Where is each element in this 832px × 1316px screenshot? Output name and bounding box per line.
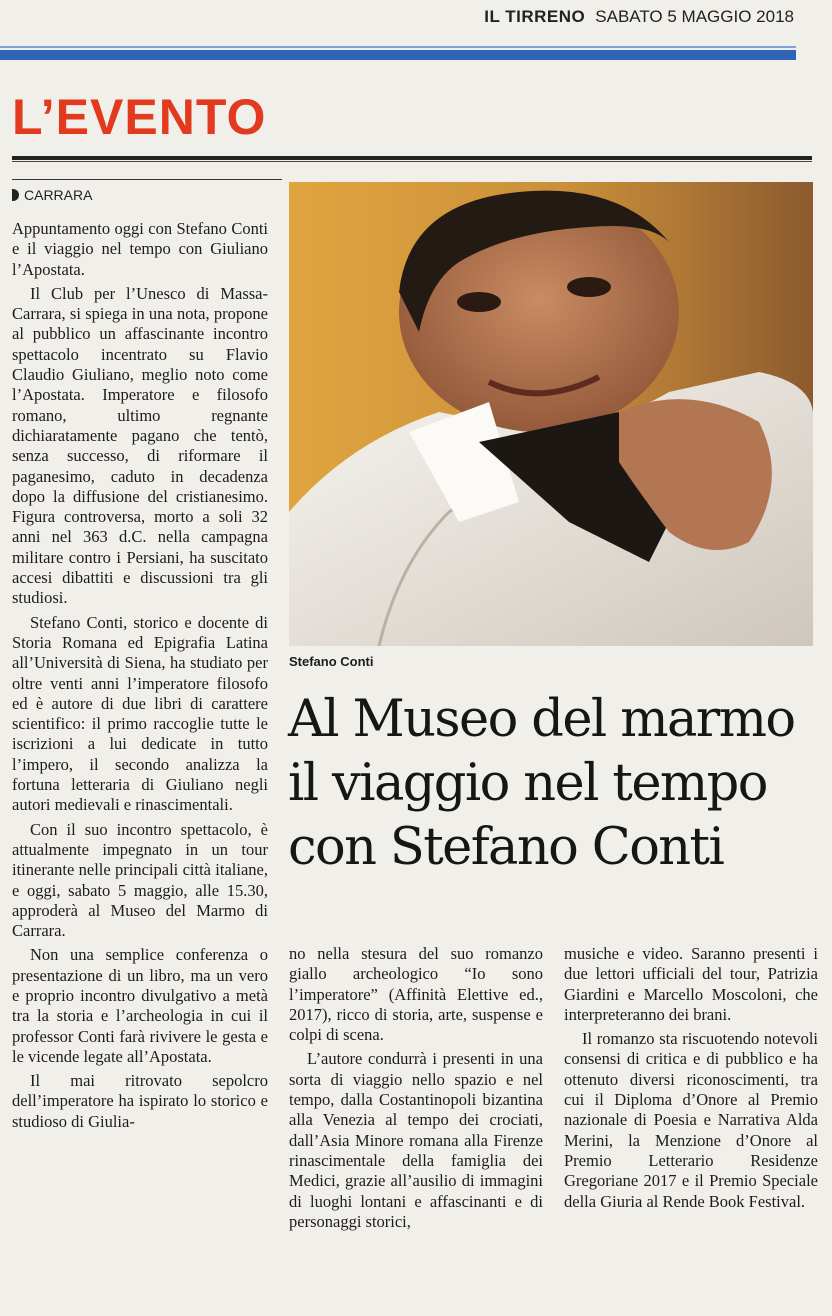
section-rule-thin — [12, 161, 812, 162]
article-column-1 — [12, 219, 268, 1136]
masthead-thin-rule — [0, 46, 796, 48]
section-title: L’EVENTO — [12, 89, 267, 145]
headline-line-2: il viaggio nel tempo — [288, 754, 767, 813]
newspaper-name: IL TIRRENO — [484, 7, 586, 26]
headline-line-1: Al Museo del marmo — [288, 690, 795, 749]
masthead — [0, 0, 832, 34]
article-paragraph: no nella stesura del suo romanzo giallo archeologico “Io sono l’imperatore” (Affinità Elettive ed., 2017), ricco di storia, arte, suspense e colpi di scena. — [289, 944, 543, 1045]
dateline — [12, 187, 92, 203]
article-column-3 — [564, 944, 818, 1216]
article-paragraph: Non una semplice conferenza o presentazione di un libro, ma un vero e proprio incontro divulgativo a metà tra la storia e l’archeologia in cui il professor Conti farà rivivere le gesta e le vicende legate all’Apostata. — [12, 945, 268, 1066]
article-paragraph: Stefano Conti, storico e docente di Storia Romana ed Epigrafia Latina all’Università di Siena, ha studiato per oltre venti anni l’imperatore filosofo ed è autore di due libri di carattere scientifico: il primo raccoglie tutte le iscrizioni a lui dedicate in tutto l’impero, il secondo analizza la fortuna letteraria di Giuliano negli autori medievali e rinascimentali. — [12, 612, 268, 815]
issue-date: SABATO 5 MAGGIO 2018 — [595, 7, 794, 26]
article-paragraph: Appuntamento oggi con Stefano Conti e il viaggio nel tempo con Giuliano l’Apostata. — [12, 219, 268, 279]
author-photo — [289, 182, 813, 646]
article-paragraph: Il mai ritrovato sepolcro dell’imperatore ha ispirato lo storico e studioso di Giulia- — [12, 1071, 268, 1131]
author-portrait-image — [289, 182, 813, 646]
column-top-rule — [12, 179, 282, 180]
headline-line-3: con Stefano Conti — [288, 818, 724, 877]
dateline-text: CARRARA — [24, 187, 93, 203]
article-paragraph: L’autore condurrà i presenti in una sorta di viaggio nello spazio e nel tempo, dalla Costantinopoli bizantina alla Venezia al tempo dei crociati, dall’Asia Minore romana alla Firenze rinascimentale della famiglia dei Medici, grazie all’ausilio di immagini di luoghi lontani e affascinanti e di personaggi storici, — [289, 1049, 543, 1231]
masthead-blue-rule — [0, 50, 796, 60]
article-column-2 — [289, 944, 543, 1236]
article-paragraph: musiche e video. Saranno presenti i due lettori ufficiali del tour, Patrizia Giardini e Marcello Moscoloni, che interpreteranno dei brani. — [564, 944, 818, 1024]
dateline-marker-icon — [12, 189, 19, 201]
article-paragraph: Il Club per l’Unesco di Massa-Carrara, si spiega in una nota, propone al pubblico un affascinante incontro spettacolo incentrato su Flavio Claudio Giuliano, meglio noto come l’Apostata. Imperatore e filosofo romano, ultimo regnante dichiaratamente pagano che tentò, senza successo, di riformare il paganesimo, caduto in decadenza dopo la diffusione del cristianesimo. Figura controversa, morto a soli 32 anni nel 363 d.C. nella campagna militare contro i Persiani, ha suscitato accesi dibattiti e discussioni tra gli studiosi. — [12, 283, 268, 608]
photo-caption: Stefano Conti — [289, 654, 374, 669]
article-paragraph: Il romanzo sta riscuotendo notevoli consensi di critica e di pubblico e ha ottenuto diversi riconoscimenti, tra cui il Diploma d’Onore al Premio nazionale di Poesia e Narrativa Alda Merini, la Menzione d’Onore al Premio Letterario Residenze Gregoriane 2017 e il Premio Speciale della Giuria al Rende Book Festival. — [564, 1029, 818, 1211]
article-headline — [288, 688, 818, 880]
article-paragraph: Con il suo incontro spettacolo, è attualmente impegnato in un tour itinerante nelle principali città italiane, e oggi, sabato 5 maggio, alle 15.30, approderà al Museo del Marmo di Carrara. — [12, 819, 268, 941]
section-rule-thick — [12, 156, 812, 160]
